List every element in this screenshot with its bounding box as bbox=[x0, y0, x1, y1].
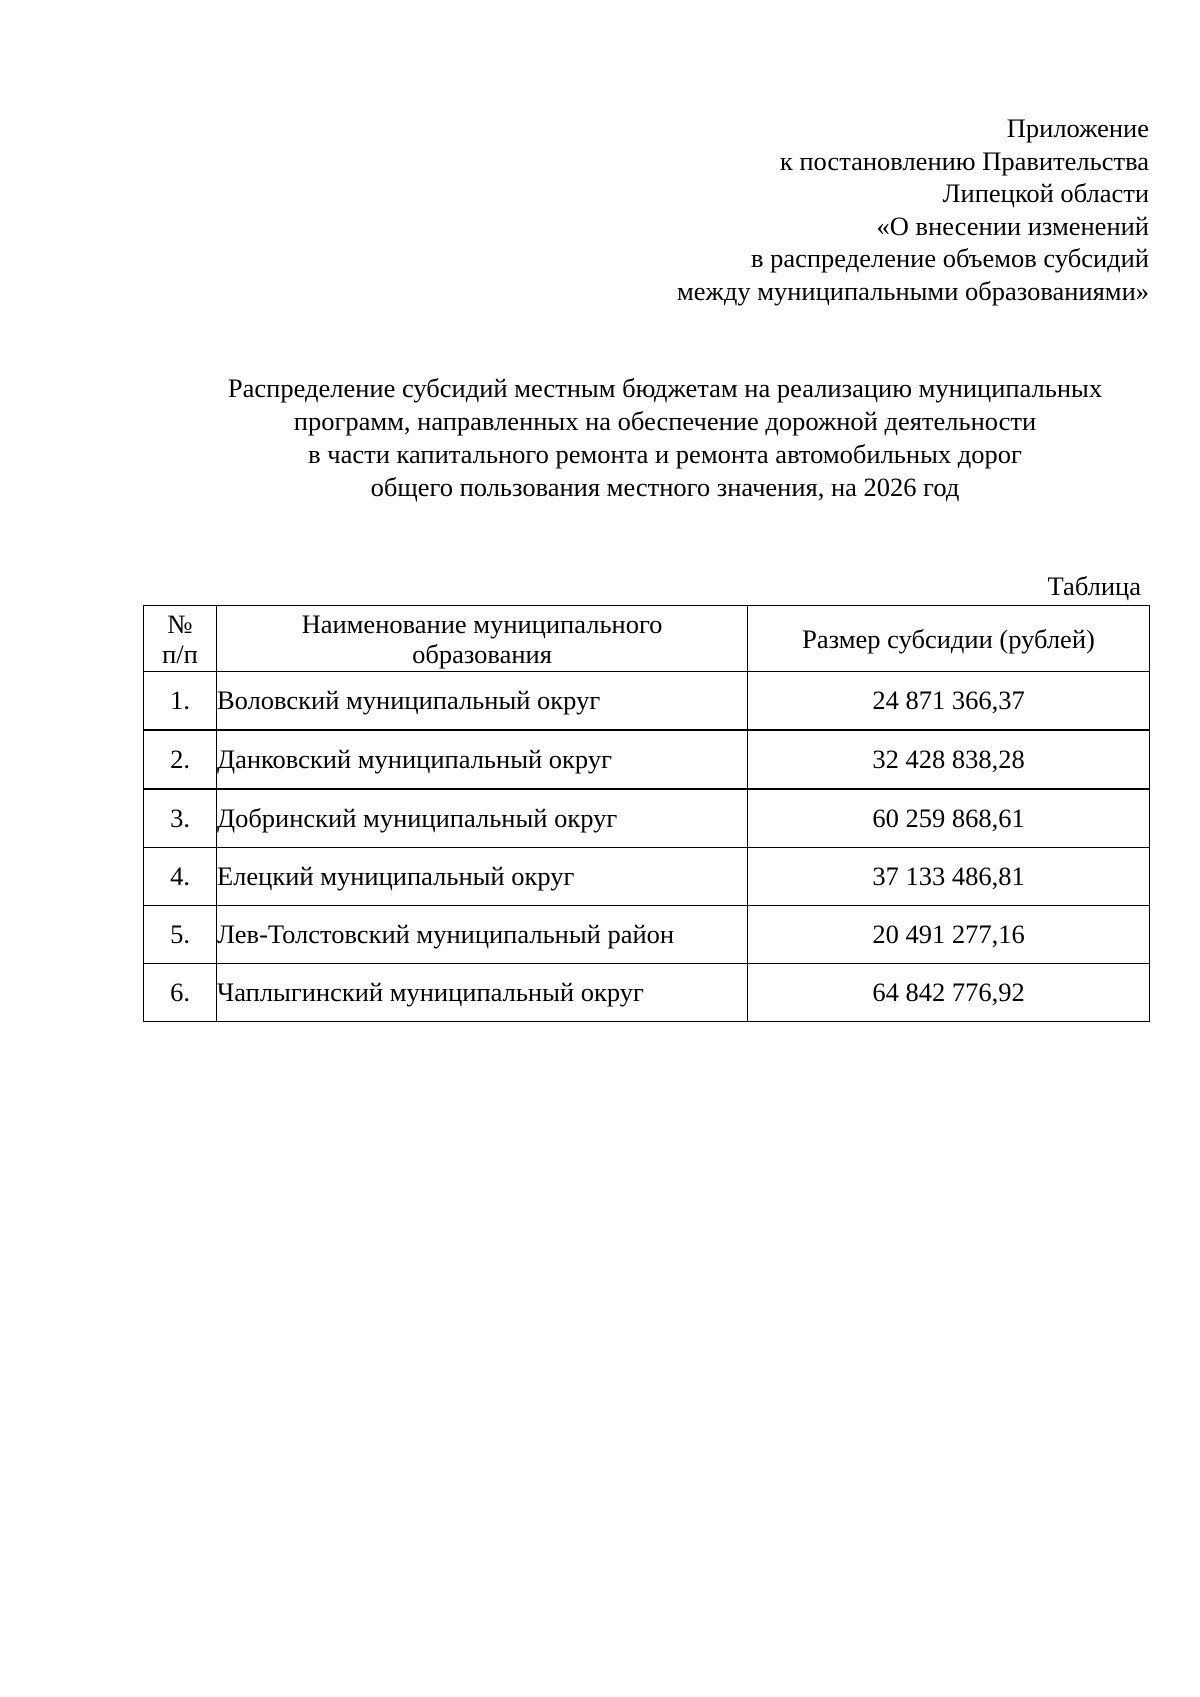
header-number bbox=[144, 606, 217, 672]
table-row bbox=[144, 672, 1150, 731]
subsidy-table bbox=[143, 605, 1150, 1022]
row-municipality: Елецкий муниципальный округ bbox=[217, 848, 748, 906]
row-number: 5. bbox=[144, 906, 217, 964]
table-row bbox=[144, 906, 1150, 964]
row-municipality: Лев-Толстовский муниципальный район bbox=[217, 906, 748, 964]
row-number: 2. bbox=[144, 730, 217, 789]
appendix-line: в распределение объемов субсидий bbox=[750, 243, 1149, 273]
row-number: 6. bbox=[144, 964, 217, 1022]
row-municipality: Добринский муниципальный округ bbox=[217, 789, 748, 848]
title-line: в части капитального ремонта и ремонта автомобильных дорог bbox=[308, 439, 1022, 469]
title-line: общего пользования местного значения, на 2026 год bbox=[370, 472, 960, 502]
document-title bbox=[140, 372, 1190, 504]
appendix-line: Приложение bbox=[1006, 113, 1149, 143]
table-row bbox=[144, 964, 1150, 1022]
appendix-line: к постановлению Правительства bbox=[779, 145, 1149, 176]
row-municipality: Данковский муниципальный округ bbox=[217, 730, 748, 789]
appendix-line: «О внесении изменений bbox=[876, 210, 1149, 241]
appendix-line: между муниципальными образованиями» bbox=[677, 275, 1149, 306]
row-amount: 64 842 776,92 bbox=[748, 964, 1150, 1022]
table-row bbox=[144, 848, 1150, 906]
header-name-line1: Наименование муниципального bbox=[301, 608, 663, 639]
row-number: 1. bbox=[144, 672, 217, 731]
row-amount: 32 428 838,28 bbox=[748, 730, 1150, 789]
row-municipality: Чаплыгинский муниципальный округ bbox=[217, 964, 748, 1022]
header-number-line2: п/п bbox=[162, 638, 198, 669]
appendix-line: Липецкой области bbox=[942, 178, 1149, 208]
table-row bbox=[144, 730, 1150, 789]
row-amount: 24 871 366,37 bbox=[748, 672, 1150, 731]
header-amount: Размер субсидии (рублей) bbox=[748, 606, 1150, 672]
title-line: программ, направленных на обеспечение дорожной деятельности bbox=[293, 406, 1037, 436]
title-line: Распределение субсидий местным бюджетам на реализацию муниципальных bbox=[227, 373, 1103, 403]
header-number-line1: № bbox=[167, 608, 193, 639]
row-number: 3. bbox=[144, 789, 217, 848]
header-name bbox=[217, 606, 748, 672]
table-caption: Таблица bbox=[1047, 571, 1141, 601]
appendix-block bbox=[677, 112, 1149, 307]
table-header-row bbox=[144, 606, 1150, 672]
row-amount: 60 259 868,61 bbox=[748, 789, 1150, 848]
table-row bbox=[144, 789, 1150, 848]
row-municipality: Воловский муниципальный округ bbox=[217, 672, 748, 731]
row-amount: 20 491 277,16 bbox=[748, 906, 1150, 964]
header-name-line2: образования bbox=[412, 638, 552, 669]
row-amount: 37 133 486,81 bbox=[748, 848, 1150, 906]
row-number: 4. bbox=[144, 848, 217, 906]
